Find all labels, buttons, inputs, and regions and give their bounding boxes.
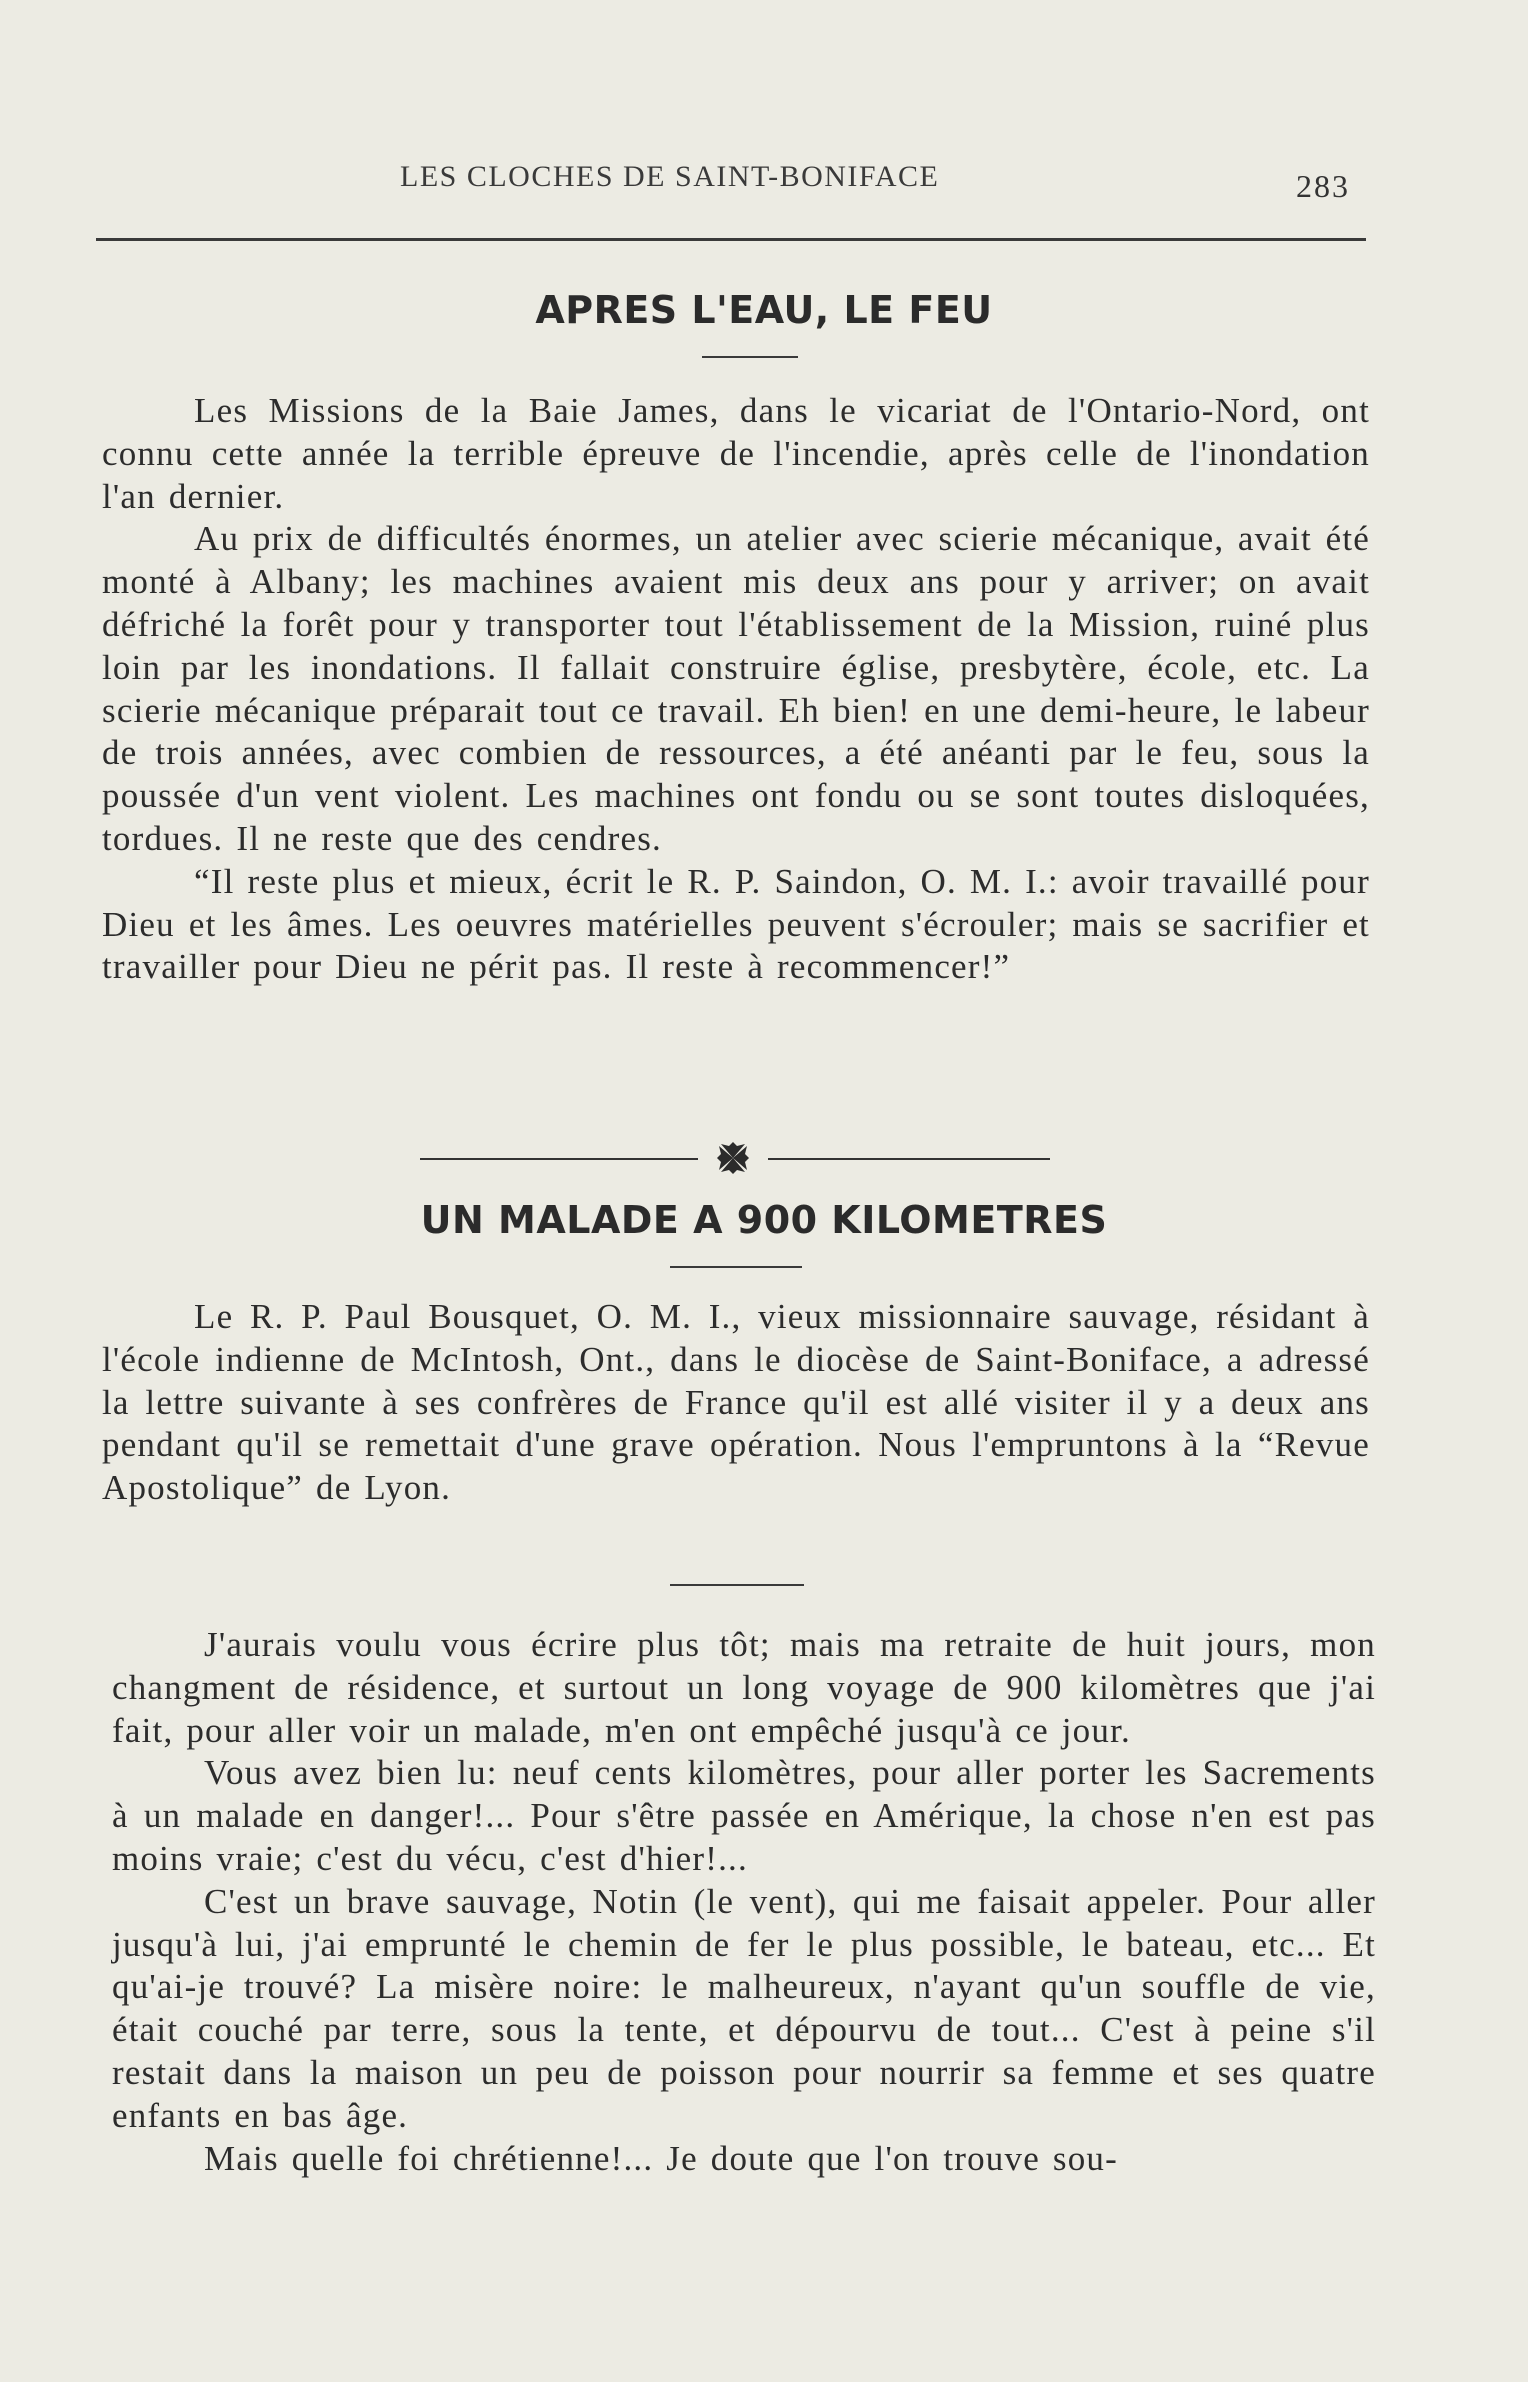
article-1-title: APRES L'EAU, LE FEU: [535, 288, 993, 332]
article-2-title-rule: [670, 1266, 802, 1268]
letter-separator-rule: [670, 1584, 804, 1586]
article-1-paragraph: Au prix de difficultés énormes, un atelier avec scierie mécanique, avait été monté à Albany; les machines avaient mis deux ans pour y arriver; on avait défriché la forêt pour y transporter tout l'établissement de la Mission, ruiné plus loin par les inondations. Il fallait construire église, presbytère, école, etc. La scierie mécanique préparait tout ce travail. Eh bien! en une demi-heure, le labeur de trois années, avec combien de ressources, a été anéanti par le feu, sous la poussée d'un vent violent. Les machines ont fondu ou se sont toutes disloquées, tordues. Il ne reste que des cendres.: [102, 519, 1370, 858]
article-1-body: [102, 390, 1370, 989]
letter-paragraph: Mais quelle foi chrétienne!... Je doute que l'on trouve sou-: [204, 2138, 1118, 2178]
maltese-cross-icon: [715, 1140, 751, 1176]
letter-paragraph: Vous avez bien lu: neuf cents kilomètres, pour aller porter les Sacrements à un malade en danger!... Pour s'être passée en Amérique, la chose n'en est pas moins vraie; c'est du vécu, c'est d'hier!...: [112, 1753, 1376, 1878]
article-1-paragraph: Les Missions de la Baie James, dans le vicariat de l'Ontario-Nord, ont connu cette année la terrible épreuve de l'incendie, après celle de l'inondation l'an dernier.: [102, 391, 1370, 516]
article-1-title-rule: [702, 356, 798, 358]
article-2-intro: [102, 1296, 1370, 1510]
running-title: LES CLOCHES DE SAINT-BONIFACE: [400, 160, 940, 193]
article-2-letter: [112, 1624, 1376, 2180]
article-1-paragraph: “Il reste plus et mieux, écrit le R. P. Saindon, O. M. I.: avoir travaillé pour Dieu et les âmes. Les oeuvres matérielles peuvent s'écrouler; mais se sacrifier et travailler pour Dieu ne périt pas. Il reste à recommencer!”: [102, 861, 1370, 987]
article-2-title: UN MALADE A 900 KILOMETRES: [420, 1198, 1108, 1242]
letter-paragraph: J'aurais voulu vous écrire plus tôt; mais ma retraite de huit jours, mon changment de résidence, et surtout un long voyage de 900 kilomètres que j'ai fait, pour aller voir un malade, m'en ont empêché jusqu'à ce jour.: [112, 1625, 1376, 1750]
header-rule: [96, 238, 1366, 241]
separator-rule-left: [420, 1158, 698, 1160]
article-2-intro-paragraph: Le R. P. Paul Bousquet, O. M. I., vieux missionnaire sauvage, résidant à l'école indienne de McIntosh, Ont., dans le diocèse de Saint-Boniface, a adressé la lettre suivante à ses confrères de France qu'il est allé visiter il y a deux ans pendant qu'il se remettait d'une grave opération. Nous l'empruntons à la “Revue Apostolique” de Lyon.: [102, 1297, 1370, 1508]
letter-paragraph: C'est un brave sauvage, Notin (le vent), qui me faisait appeler. Pour aller jusqu'à lui, j'ai emprunté le chemin de fer le plus possible, le bateau, etc... Et qu'ai-je trouvé? La misère noire: le malheureux, n'ayant qu'un souffle de vie, était couché par terre, sous la tente, et dépourvu de tout... C'est à peine s'il restait dans la maison un peu de poisson pour nourrir sa femme et ses quatre enfants en bas âge.: [112, 1881, 1376, 2135]
section-separator: [420, 1138, 1050, 1178]
separator-rule-right: [768, 1158, 1050, 1160]
page-number: 283: [1296, 168, 1350, 204]
